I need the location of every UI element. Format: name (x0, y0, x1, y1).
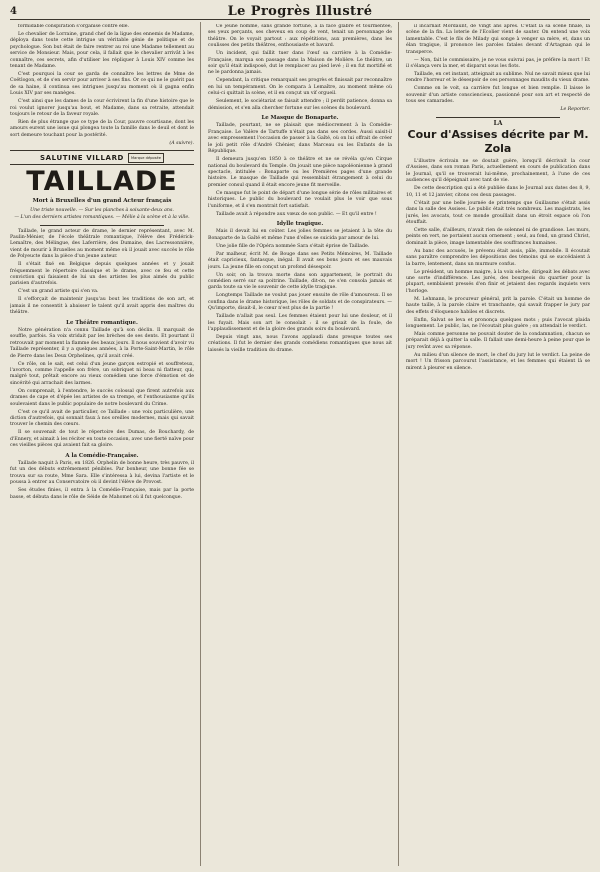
page-header (10, 3, 590, 20)
paragraph: L'illustre écrivain ne se doutait guère, lorsqu'il décrivait la cour d'Assises, dans son roman Paris, actuellement en cours de publication dans le Journal, qu'il se trouverait lui-même, prochainement, à l'une de ces audiences qu'il dépeignait avec tant de vie. (406, 159, 590, 184)
paragraph: De cette description qui a été publiée dans le Journal aux dates des 8, 9, 10, 11 et 12 janvier, citons ces deux passages. (406, 186, 590, 198)
paragraph: Taillade, pourtant, ne se plaisait que médiocrement à la Comédie-Française. Le Valère de Tartuffe n'était pas dans ses cordes. Aussi saisit-il avec empressement l'occasion de passer à la Gaîté, où on lui offrait de créer le joli petit rôle d'André Chénier, dans Marceau ou les Enfants de la République. (208, 123, 392, 155)
paragraph: Le chevalier de Lorraine, grand chef de la ligue des ennemis de Madame, déploya dans toute cette intrigue un véritable génie de politique et de psychologue. Son but était de faire rentrer au roi une Madame tellement au service de Monsieur. Mais, pour cela, il fallait que le chevalier arrivât à les connaître, ces secrets, afin d'utiliser les répliquer à Louis XIV comme les tenant de Madame. (10, 32, 194, 70)
column-rule (398, 22, 399, 866)
divider (40, 225, 164, 226)
paragraph: Cependant, la critique remarquait ses progrès et finissait par reconnaître en lui un tempérament. On le compara à Lemaître, au moment même où celui-ci quittait la scène, et il en conçut un vif orgueil. (208, 78, 392, 97)
paragraph: il incarnait Mordaunt, de Vingt ans après. C'était là sa scène finale, la scène de la fin. La loterie de l'Ecolier vient de sauter. On entend une voix lamentable. C'est le fils de Milady qui songe à venger sa mère, et, dans un élan tragique, il prononce les paroles fatales devant d'Artagnan qui le transperce. (406, 24, 590, 55)
paragraph: Taillade naquit à Paris, en 1826. Orphelin de bonne heure, très pauvre, il fut un des débuts extrêmement pénibles. Par bonheur, une bonne fée se trouva sur sa route, Mme Sara. Elle s'intéressa à lui, devina l'artiste et le poussa à entrer au Conservatoire où il devint l'élève de Provost. (10, 461, 194, 486)
paragraph: Une jolie fille de l'Opéra nommée Sara s'était éprise de Taillade. (216, 243, 370, 249)
advertisement-title: SALUTINE VILLARD (40, 153, 124, 162)
paragraph: Seulement, le sociétariat se faisait attendre ; il perdit patience, donna sa démission, et s'en alla chercher fortune sur les scènes du boulevard. (208, 99, 392, 111)
column-rule (200, 22, 201, 866)
paragraph: formidable conspiration s'organise contre elle. (18, 24, 130, 29)
paragraph: Un soir, on la trouva morte dans son appartement, le portrait du comédien serré sur sa poitrine. Taillade, dit-on, ne s'en consola jamais et garda toute sa vie le souvenir de cette idylle tragique. (208, 272, 392, 291)
paragraph: Il s'était fixé en Belgique depuis quelques années et y jouait fréquemment le répertoire classique et le drame, avec ce feu et cette conviction qui faisaient de lui un des artistes les plus aimés du public parisien d'autrefois. (10, 262, 194, 287)
section-subheading: Le Théâtre romantique. (66, 319, 138, 326)
author-signature: Le Reporter. (560, 107, 590, 113)
trademark-label: Marque déposée (131, 155, 161, 160)
section-subheading: A la Comédie-Française. (65, 452, 139, 459)
paragraph: C'était par une belle journée de printemps que Guillaume s'était assis dans la salle des Assises. Le public était très nombreux. Les magistrats, les jurés, les avocats, tout ce monde grouillait dans un étroit espace où l'on étouffait. (406, 200, 590, 225)
paragraph: Le président, un homme maigre, à la voix sèche, dirigeait les débats avec une sorte d'indifférence. Les jurés, des bourgeois du quartier pour la plupart, semblaient pressés d'en finir et jetaient des regards inquiets vers l'horloge. (406, 269, 590, 294)
paragraph: On comprenait, à l'entendre, le succès colossal que firent autrefois aux drames de cape et d'épée les artistes de sa trempe, et l'enthousiasme qu'ils soulevaient dans le public populaire de notre boulevard du Crime. (10, 388, 194, 407)
paragraph: Longtemps Taillade ne voulut pas jouer ensuite de rôle d'amoureux. Il se confina dans le drame historique, les rôles de soldats et de conspirateurs. — Qu'importe, disait-il, le cœur n'est plus de la partie ! (208, 293, 392, 312)
article-headline: Cour d'Assises décrite par M. Zola (407, 128, 589, 156)
trademark-box (128, 153, 164, 163)
to-be-continued: (A suivre). (169, 140, 194, 146)
paragraph: Taillade, en cet instant, atteignait au sublime. Nul ne savait mieux que lui rendre l'horreur et le désespoir de ces personnages maudits du vieux drame. (406, 72, 590, 84)
column-1 (10, 24, 194, 864)
section-subheading: Idylle tragique. (276, 220, 324, 227)
paragraph: Taillade avait à répondre aux vœux de son public. — Et qu'il entre ! (216, 211, 377, 217)
paragraph: Il s'efforçait de maintenir jusqu'au bout les traditions de son art, et jamais il ne consentit à abaisser le talent qu'il avait appris des maîtres du théâtre. (10, 297, 194, 316)
divider (436, 117, 560, 118)
headline-kicker: LA (493, 119, 503, 127)
summary-line: — L'un des derniers artistes romantiques. — Mélie à la scène et à la ville. (14, 215, 190, 221)
paragraph: Ce masque fut le point de départ d'une longue série de rôles militaires et historiques. Le public du boulevard ne voulait plus le voir que sous l'uniforme, et il s'en montrait fort satisfait. (208, 190, 392, 209)
paragraph: Au milieu d'un silence de mort, le chef du jury lut le verdict. La peine de mort ! Un frisson parcourut l'assistance, et les femmes qui étaient là se mirent à pleurer en silence. (406, 352, 590, 371)
paragraph: C'est ainsi que les dames de la cour écrivirent la fin d'une histoire que le roi voulut ignorer jusqu'au bout, et Madame, dans sa retraite, attendait toujours le retour de la faveur royale. (10, 99, 194, 118)
paragraph: C'est pourquoi la cour se garda de connaître les lettres de Mme de Coëtlogon, et de s'en servir pour arriver à ses fins. Or ce qui ne le guérit pas de sa haine, il continua ses intrigues jusqu'au moment où il gagna enfin Louis XIV par ses manèges. (10, 72, 194, 97)
paragraph: Ses études finies, il entra à la Comédie-Française, mais par la porte basse, et débuta dans le rôle de Séide de Mahomet où il fut quelconque. (10, 488, 194, 500)
feature-deck: Mort à Bruxelles d'un grand Acteur français (32, 198, 172, 205)
paragraph: Depuis vingt ans, nous l'avons applaudi dans presque toutes ses créations. Il fut le dernier des grands comédiens romantiques que nous ait laissés la vieille tradition du drame. (208, 335, 392, 353)
page-number: 4 (10, 5, 17, 17)
paragraph: Mais comme personne ne pouvait douter de la condamnation, chacun se préparait déjà à quitter la salle. Il fallait une demi-heure à peine pour que le jury revînt avec sa réponse. (406, 331, 590, 350)
column-3 (406, 24, 590, 864)
section-subheading: Le Masque de Bonaparte. (261, 115, 339, 122)
paragraph: Rien de plus étrange que ce type de la Cour, pauvre courtisane, dont les amours eurent une issue qui plongea toute la famille dans le deuil et dont le sort demeure touchant pour la postérité. (10, 120, 194, 138)
paragraph: Mais il devait lui en coûter. Les jolies femmes se jetaient à la tête du Bonaparte de la Gaîté et même l'une d'elles se suicida par amour de lui. (208, 229, 392, 241)
paragraph: Il demeura jusqu'en 1850 à ce théâtre et ne se révéla qu'en Cirque national du boulevard du Temple. On jouait une pièce napoléonienne à grand spectacle, intitulée : Bonaparte ou les Premières pages d'une grande histoire. Le masque de Taillade qui ressemblait étrangement à celui du premier consul quand il était encore jeune fit merveille. (208, 157, 392, 188)
paragraph: M. Lehmann, le procureur général, prit la parole. C'était un homme de haute taille, à la parole claire et tranchante, qui savait frapper le jury par des effets d'éloquence habiles et discrets. (406, 296, 590, 315)
paragraph: Par malheur, écrit M. de Bouge dans ses Petits Mémoires, M. Taillade était capricieux, fantasque, inégal. Il avait ses bons jours et ses mauvais jours. La jeune fille en conçut un profond désespoir. (208, 251, 392, 270)
feature-headline: TAILLADE (26, 166, 178, 198)
paragraph: — Non, fait le commissaire, je ne vous suivrai pas, je préfère la mort ! Et il s'élança vers la mer, et disparut sous les flots. (406, 57, 590, 70)
paragraph: C'est un grand artiste qui s'en va. (18, 289, 99, 295)
paragraph: Enfin, Salvat se leva et prononça quelques mots ; puis l'avocat plaida longuement. Le public, las, ne l'écoutait plus guère ; on attendait le verdict. (406, 317, 590, 329)
paragraph: Taillade, le grand acteur de drame, le dernier représentant, avec M. Paulin-Ménier, de l'école théâtrale romantique, l'élève des Frédérick-Lemaître, des Mélingue, des Laferrière, des Dumaine, des Lacressonnière, vient de mourir à Bruxelles au moment même où il jouait avec succès le rôle de Polyeucte dans la pièce d'un jeune auteur. (10, 228, 194, 260)
paragraph: Notre génération n'a connu Taillade qu'à son déclin. Il marquait de souffle, parfois. Sa voix stridait par les brèches de ses dents. Et pourtant il retrouvait par moment la flamme des beaux jours. Il nous souvient d'avoir vu Taillade représenter, il y a quelques années, à la Porte-Saint-Martin, le rôle de Pierre dans les Deux Orphelines, qu'il avait créé. (10, 327, 194, 359)
masthead-title: Le Progrès Illustré (227, 3, 373, 19)
advertisement-banner (10, 150, 194, 165)
paragraph: Au banc des accusés, le prévenu était assis, pâle, immobile. Il écoutait sans paraître comprendre les dépositions des témoins qui se succédaient à la barre, lentement, dans un murmure confus. (406, 248, 590, 267)
column-2 (208, 24, 392, 864)
paragraph: Cette salle, d'ailleurs, n'avait rien de solennel ni de grandiose. Les murs, peints en vert, ne portaient aucun ornement ; seul, au fond, un grand Christ, dominait la pièce, image lamentable des souffrances humaines. (406, 227, 590, 246)
paragraph: Comme on le voit, sa carrière fut longue et bien remplie. Il laisse le souvenir d'un artiste consciencieux, passionné pour son art et respecté de tous ses camarades. (406, 86, 590, 105)
paragraph: Taillade n'allait pas seul. Les femmes étaient pour lui une douleur, et il les fuyait. Mais son art le consolait : il se grisait de la foule, de l'applaudissement et de la gloire des grands soirs du boulevard. (208, 314, 392, 332)
paragraph: C'est ce qu'il avait de particulier, ce Taillade : une voix particulière, une diction d'autrefois, qui sonnait faux à nos oreilles modernes, mais qui savait trouver le chemin des cœurs. (10, 409, 194, 428)
paragraph: Un incident, qui faillit tuer dans l'œuf sa carrière à la Comédie-Française, marqua son passage dans la Maison de Molière. Le théâtre, un soir qu'il était indisposé, dut le remplacer au pied levé ; il en fut mortifié et ne le pardonna jamais. (208, 51, 392, 76)
summary-line: Une triste nouvelle. — Sur les planches à soixante-deux ans. (30, 207, 174, 213)
paragraph: Il se souvenait de tout le répertoire des Dumas, de Bouchardy, de d'Ennery, et aimait à les réciter en toute occasion, avec une fierté naïve pour ces vieilles pièces qui avaient fait sa gloire. (10, 430, 194, 449)
paragraph: Ce jeune homme, sans grande fortune, à la face glabre et tourmentée, ses yeux perçants, ses cheveux en coup de vent, tenait un personnage de théâtre. On le voyait partout : aux répétitions, aux premières, dans les coulisses des petits théâtres, enthousiaste et bavard. (208, 24, 392, 49)
paragraph: Ce rôle, on le sait, est celui d'un jeune garçon estropié et souffreteux, l'avorton, comme l'appelle son frère, un sobriquet ni beau ni flatteur, qui, malgré tout, prêtait encore au vieux comédien une force d'émotion et de sincérité qui arrachait des larmes. (10, 361, 194, 386)
